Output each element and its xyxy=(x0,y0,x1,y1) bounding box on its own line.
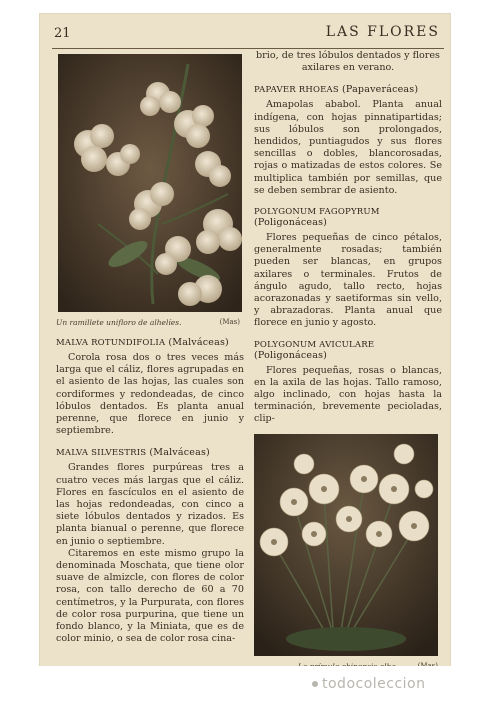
species-name: MALVA SILVESTRIS xyxy=(56,448,147,459)
running-title: LAS FLORES xyxy=(325,24,440,40)
section-heading xyxy=(254,207,442,228)
paragraph: Corola rosa dos o tres veces más larga que el cáliz, flores agrupadas en el asiento de las hojas, las cuales son cordiformes y redondeadas, de cinco lóbulos dentados. Es planta anual perenne, que florece en junio y septiembre. xyxy=(56,352,244,437)
paragraph: Flores pequeñas, rosas o blancas, en la axila de las hojas. Tallo ramoso, algo inclinado, con hojas hasta la terminación, brevemente pecioladas, clip- xyxy=(254,364,442,425)
watermark xyxy=(312,676,426,692)
species-name: POLYGONUM AVICULARE xyxy=(254,339,375,350)
section-heading xyxy=(254,340,442,361)
primula-illustration xyxy=(254,434,438,656)
book-page xyxy=(40,14,450,666)
continuation-text: brio, de tres lóbulos dentados y flores axilares en verano. xyxy=(256,50,440,74)
species-name: PAPAVER RHOEAS xyxy=(254,85,339,96)
photo-primula xyxy=(254,434,438,656)
paragraph: Grandes flores purpúreas tres a cuatro veces más largas que el cáliz. Flores en fascículos en el asiento de las hojas redondeadas, con cinco a siete lóbulos dentados y rizados. Es planta bianual o perenne, que florece en junio o septiembre. xyxy=(56,462,244,547)
section-heading xyxy=(56,337,244,348)
wallflower-illustration xyxy=(58,54,242,312)
species-name: POLYGONUM FAGOPYRUM xyxy=(254,207,380,218)
watermark-text: todocoleccion xyxy=(322,676,426,692)
family-name: (Poligonáceas) xyxy=(254,217,328,229)
watermark-dot-icon xyxy=(312,681,318,687)
species-name: MALVA ROTUNDIFOLIA xyxy=(56,338,166,348)
family-name: (Poligonáceas) xyxy=(254,349,328,361)
family-name: (Malváceas) xyxy=(168,337,229,348)
paragraph: Flores pequeñas de cinco pétalos, generalmente rosadas; también pueden ser blancas, en grupos axilares o terminales. Frutos de ángulo agudo, tallo recto, hojas acorazonadas y saetiformas sin vello, y abrazadoras. Planta anual que florece en junio y agosto. xyxy=(254,232,442,329)
section-heading xyxy=(56,447,244,458)
caption-text: Un ramillete unifloro de alhelíes. xyxy=(56,318,182,327)
photo-credit: (Mas) xyxy=(219,318,240,326)
right-column xyxy=(254,50,442,671)
section-heading xyxy=(254,84,442,95)
paragraph: Amapolas ababol. Planta anual indígena, con hojas pinnatipartidas; sus lóbulos son prolongados, hendidos, puntiagudos y sus flores sencillas o dobles, blancorosadas, rojas o matizadas de estos colores. Se multiplica también por semillas, que se deben sembrar de asiento. xyxy=(254,99,442,196)
family-name: (Malváceas) xyxy=(149,447,210,459)
photo-caption-left xyxy=(56,318,244,327)
page-header xyxy=(40,20,450,44)
photo-wallflowers xyxy=(58,54,242,312)
family-name: (Papaveráceas) xyxy=(342,84,419,96)
header-rule xyxy=(52,48,444,49)
page-number: 21 xyxy=(54,26,71,41)
left-column xyxy=(56,54,244,645)
paragraph: Citaremos en este mismo grupo la denominada Moschata, que tiene olor suave de almizcle, con flores de color rosa, con tallo derecho de 60 a 70 centímetros, y la Purpurata, con flores de color rosa purpurina, que tiene un fondo blanco, y la Miniata, que es de color minio, o sea de color rosa cina- xyxy=(56,547,244,645)
